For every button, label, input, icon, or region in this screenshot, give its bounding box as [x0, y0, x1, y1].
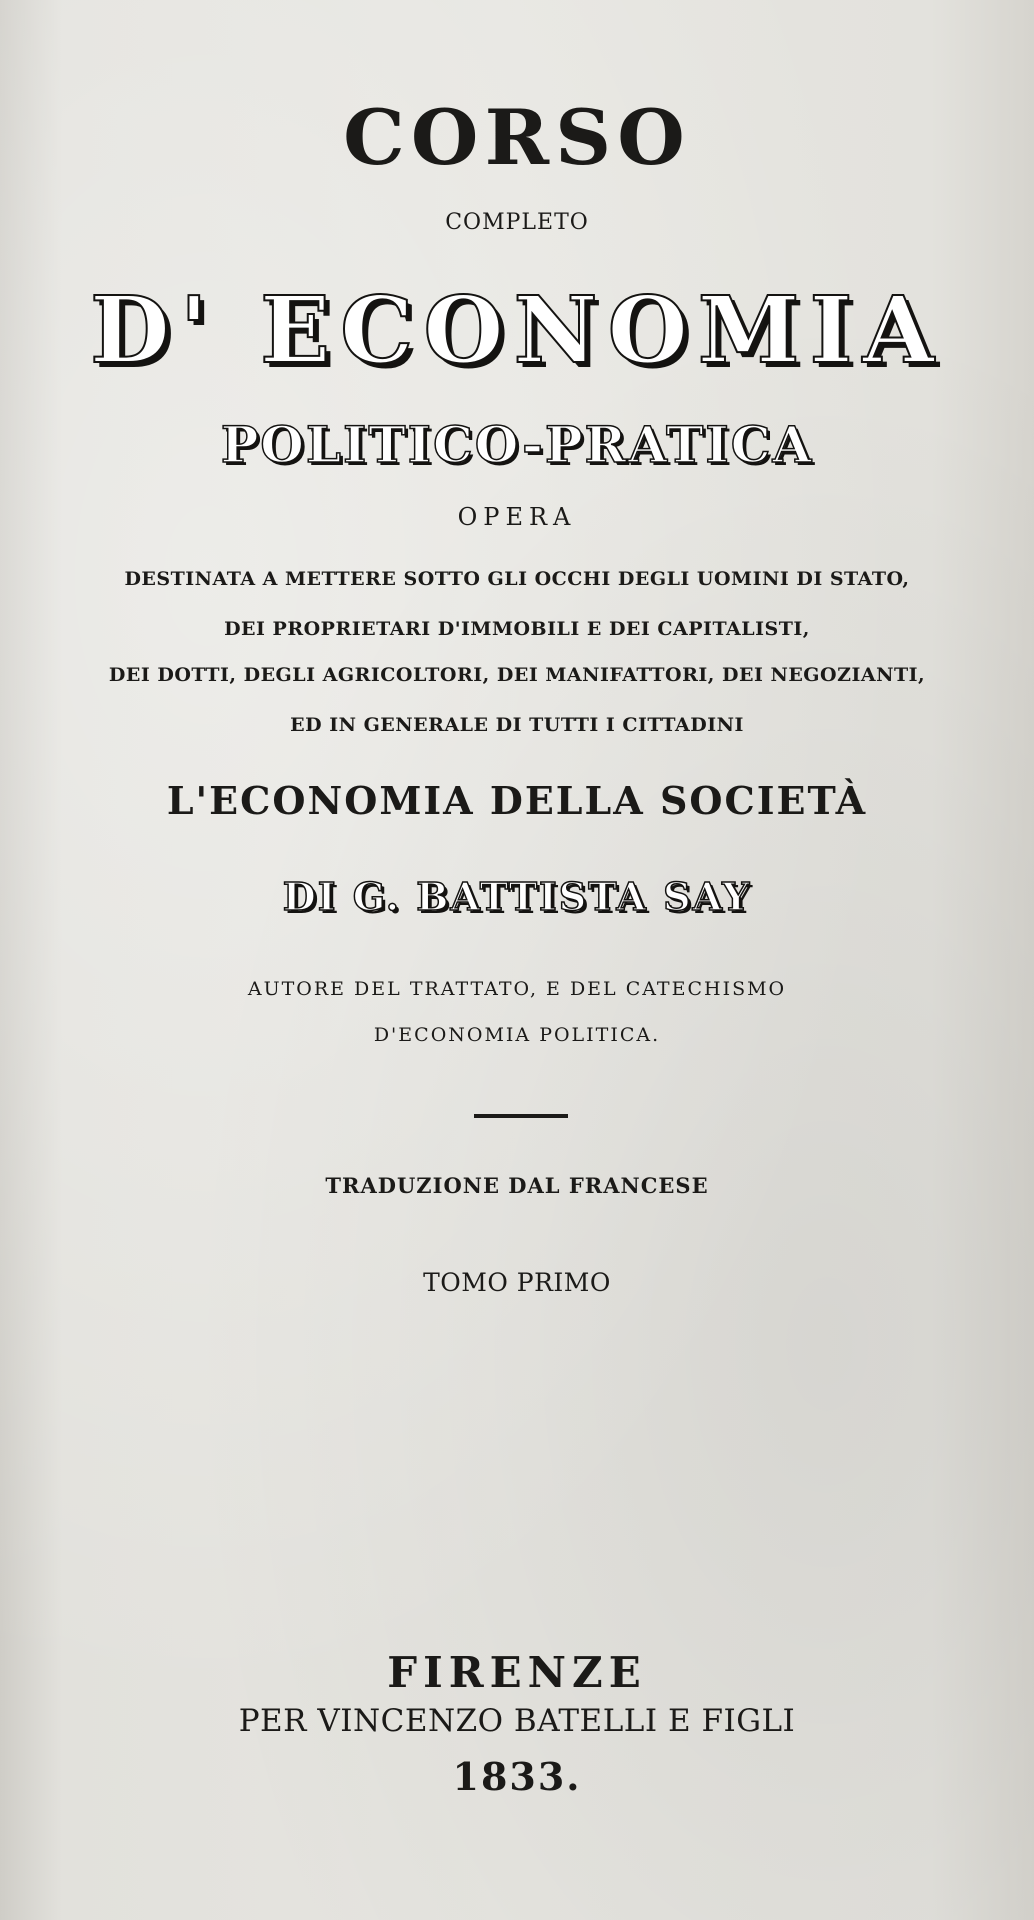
volume-label: TOMO PRIMO — [423, 1268, 611, 1297]
imprint-year: 1833. — [452, 1754, 582, 1799]
divider-rule — [474, 1114, 568, 1118]
author-description-line: D'ECONOMIA POLITICA. — [373, 1024, 661, 1046]
title-large: D' ECONOMIA — [90, 276, 944, 384]
author-name: DI G. BATTISTA SAY — [282, 874, 752, 919]
destination-line: DEI DOTTI, DEGLI AGRICOLTORI, DEI MANIFATTORI, DEI NEGOZIANTI, — [108, 664, 926, 686]
title-main: CORSO — [343, 93, 691, 182]
imprint-publisher: PER VINCENZO BATELLI E FIGLI — [238, 1703, 796, 1739]
destination-line: DEI PROPRIETARI D'IMMOBILI E DEI CAPITALISTI, — [224, 618, 810, 640]
author-description-line: AUTORE DEL TRATTATO, E DEL CATECHISMO — [247, 978, 787, 1000]
subject-heading: L'ECONOMIA DELLA SOCIETÀ — [166, 778, 868, 823]
opera-label: OPERA — [457, 503, 577, 531]
title-decorative: POLITICO-PRATICA — [220, 415, 814, 474]
imprint-city: FIRENZE — [387, 1648, 647, 1697]
destination-line: ED IN GENERALE DI TUTTI I CITTADINI — [290, 714, 744, 736]
destination-line: DESTINATA A METTERE SOTTO GLI OCCHI DEGLI UOMINI DI STATO, — [124, 568, 910, 590]
title-sub: COMPLETO — [445, 210, 589, 235]
translation-note: TRADUZIONE DAL FRANCESE — [325, 1173, 709, 1198]
